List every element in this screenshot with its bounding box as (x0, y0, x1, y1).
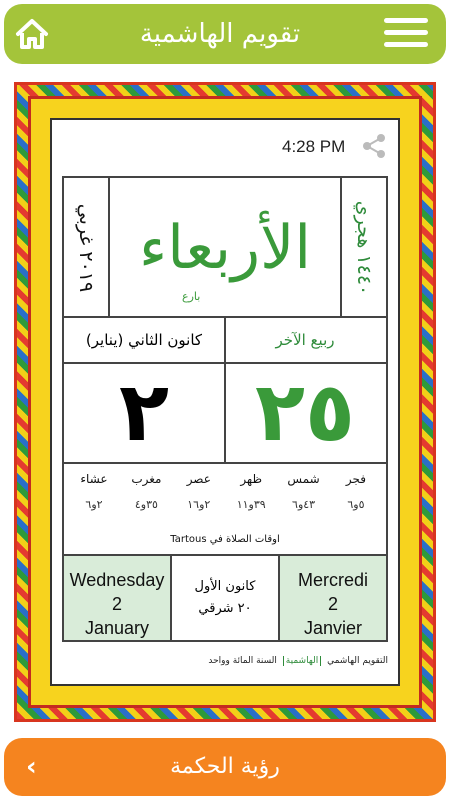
prayer-time: ٣٥و٤ (134, 498, 158, 511)
home-icon[interactable] (14, 16, 50, 52)
eastern-date-cell (172, 556, 280, 640)
prayer-sunrise (278, 472, 330, 511)
gregorian-day-number: ٢ (64, 364, 226, 462)
day-name-sub: بارع (182, 290, 201, 303)
prayer-times-row (64, 464, 386, 556)
app-header (4, 4, 446, 64)
french-date-cell (280, 556, 386, 640)
english-month: January (84, 618, 150, 638)
prayer-dhuhr (225, 472, 277, 511)
day-name: الأربعاء (138, 213, 311, 283)
app-title: تقويم الهاشمية (139, 19, 301, 49)
hamburger-menu-icon[interactable] (384, 18, 428, 52)
day-number-row (64, 364, 386, 464)
eastern-month: كانون الأول (194, 579, 256, 594)
footer-name: التقويم الهاشمي (327, 656, 388, 666)
prayer-name: عصر (186, 472, 211, 486)
gregorian-year: ٢٠١٩ غربي (75, 203, 97, 293)
current-time: 4:28 PM (282, 137, 346, 156)
prayer-city-label: اوقات الصلاة في Tartous (170, 534, 280, 545)
eastern-date: ٢٠ شرقي (198, 601, 252, 616)
chevron-left-icon: ‹ (26, 752, 37, 782)
calendar-footer (62, 656, 388, 666)
gregorian-year-column (64, 178, 110, 318)
hijri-month: ربيع الآخر (275, 331, 335, 349)
french-date: 2 (327, 594, 338, 614)
prayer-time: ٥و٦ (347, 498, 365, 511)
hijri-year-column (340, 178, 386, 318)
prayer-time: ٣٩و١١ (236, 498, 266, 511)
english-date-cell (64, 556, 172, 640)
wisdom-button[interactable] (4, 738, 446, 796)
english-date: 2 (111, 594, 122, 614)
prayer-name: مغرب (131, 472, 162, 486)
prayer-maghrib (120, 472, 172, 511)
prayer-time: ٤٣و٦ (292, 498, 316, 511)
translations-row (64, 556, 386, 640)
footer-tagline: السنة المائة وواحد (208, 656, 277, 666)
prayer-isha (68, 472, 120, 511)
footer-badge: الهاشمية (283, 656, 321, 666)
prayer-time: ٢و٦ (85, 498, 103, 511)
gregorian-month: كانون الثاني (يناير) (64, 318, 226, 362)
prayer-time: ٢و١٦ (187, 498, 211, 511)
prayer-asr (173, 472, 225, 511)
month-row (64, 318, 386, 364)
french-month: Janvier (303, 618, 363, 638)
prayer-list (68, 472, 382, 511)
prayer-name: شمس (287, 472, 320, 486)
hijri-year: ١٤٤٠ هجري (353, 200, 375, 296)
hijri-day-number: ٢٥ (254, 365, 356, 460)
english-day: Wednesday (69, 570, 165, 590)
calendar-grid (62, 176, 388, 642)
french-day: Mercredi (297, 570, 368, 590)
prayer-name: فجر (345, 472, 366, 486)
day-row (64, 178, 386, 318)
prayer-name: عشاء (80, 472, 108, 486)
wisdom-button-label: رؤية الحكمة (170, 754, 280, 779)
prayer-fajr (330, 472, 382, 511)
share-icon[interactable] (360, 132, 388, 160)
prayer-name: ظهر (240, 472, 263, 486)
